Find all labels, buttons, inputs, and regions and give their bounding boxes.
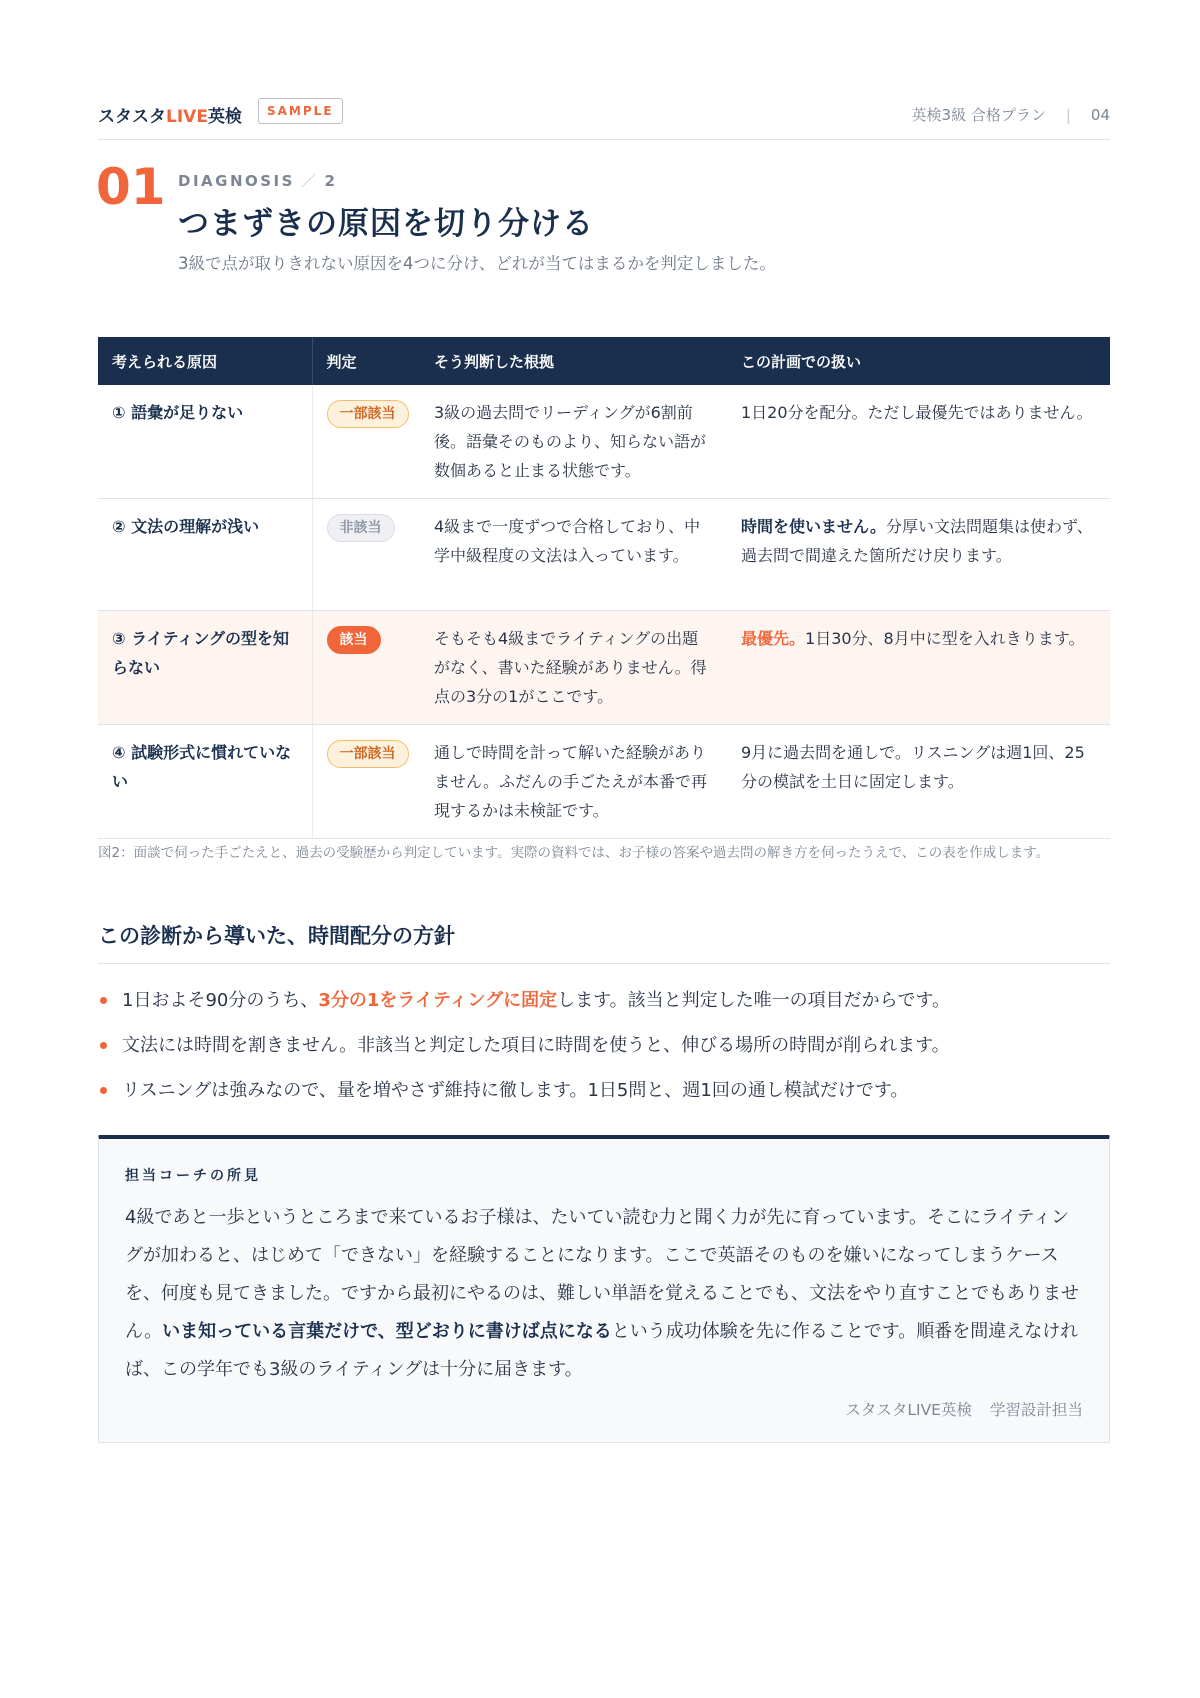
reason-cell: 3級の過去問でリーディングが6割前後。語彙そのものより、知らない語が数個あると止まる状態です。: [420, 385, 727, 499]
section-lead: 3級で点が取りきれない原因を4つに分け、どれが当てはまるかを判定しました。: [178, 254, 776, 273]
reason-cell: 通しで時間を計って解いた経験がありません。ふだんの手ごたえが本番で再現するかは未検証です。: [420, 725, 727, 839]
column-header-cause: 考えられる原因: [98, 337, 312, 385]
verdict-cell: [312, 385, 420, 499]
bullet-dot-icon: [100, 1042, 107, 1049]
cause-cell: ③ ライティングの型を知らない: [98, 611, 312, 725]
cause-cell: ④ 試験形式に慣れていない: [98, 725, 312, 839]
table-caption: 図2：面談で伺った手ごたえと、過去の受験歴から判定しています。実際の資料では、お子様の答案や過去問の解き方を伺ったうえで、この表を作成します。: [98, 845, 1050, 861]
verdict-cell: [312, 499, 420, 611]
column-header-plan: この計画での扱い: [727, 337, 1110, 385]
verdict-badge-partial: 一部該当: [327, 400, 409, 428]
plan-lead: 最優先。: [741, 629, 806, 648]
bullet-dot-icon: [100, 1087, 107, 1094]
plan-cell: 最優先。1日30分、8月中に型を入れきります。: [727, 611, 1110, 725]
coach-note-box: [98, 1135, 1110, 1443]
table-row: [98, 725, 1110, 839]
reason-cell: 4級まで一度ずつで合格しており、中学中級程度の文法は入っています。: [420, 499, 727, 611]
column-header-reason: そう判断した根拠: [420, 337, 727, 385]
document-meta: [912, 104, 1110, 125]
bullet-dot-icon: [100, 997, 107, 1004]
coach-note-label: 担当コーチの所見: [125, 1168, 261, 1184]
emphasis: いま知っている言葉だけで、型どおりに書けば点になる: [162, 1321, 612, 1342]
coach-note-body: 4級であと一歩というところまで来ているお子様は、たいてい読む力と聞く力が先に育っています。そこにライティングが加わると、はじめて「できない」を経験することになります。ここで英語そのものを嫌いになってしまうケースを、何度も見てきました。ですから最初にやるのは、難しい単語を覚えることでも、文法をやり直すことでもありません。いま知っている言葉だけで、型どおりに書けば点になるという成功体験を先に作ることです。順番を間違えなければ、この学年でも3級のライティングは十分に届きます。: [125, 1207, 1079, 1380]
sample-badge: SAMPLE: [258, 98, 343, 124]
list-item: 文法には時間を割きません。非該当と判定した項目に時間を使うと、伸びる場所の時間が削られます。: [98, 1023, 1110, 1068]
coach-signature: スタスタLIVE英検 学習設計担当: [845, 1401, 1083, 1419]
verdict-cell: [312, 725, 420, 839]
verdict-badge-partial: 一部該当: [327, 740, 409, 768]
page-header: [98, 98, 1110, 140]
cause-cell: ② 文法の理解が浅い: [98, 499, 312, 611]
plan-cell: 9月に過去問を通しで。リスニングは週1回、25分の模試を土日に固定します。: [727, 725, 1110, 839]
verdict-badge-no: 非該当: [327, 514, 395, 542]
section-title: つまずきの原因を切り分ける: [178, 206, 594, 242]
list-item: 1日およそ90分のうち、3分の1をライティングに固定します。該当と判定した唯一の項目だからです。: [98, 978, 1110, 1023]
emphasis: 3分の1をライティングに固定: [318, 990, 558, 1011]
verdict-cell: [312, 611, 420, 725]
plan-lead: 時間を使いません。: [741, 517, 886, 536]
brand-logo: スタスタLIVE英検: [98, 107, 242, 127]
table-row: [98, 499, 1110, 611]
policy-list: [98, 978, 1110, 1113]
column-header-verdict: 判定: [312, 337, 420, 385]
cause-cell: ① 語彙が足りない: [98, 385, 312, 499]
verdict-badge-yes: 該当: [327, 626, 381, 654]
plan-cell: 1日20分を配分。ただし最優先ではありません。: [727, 385, 1110, 499]
policy-heading: この診断から導いた、時間配分の方針: [98, 920, 1110, 964]
reason-cell: そもそも4級までライティングの出題がなく、書いた経験がありません。得点の3分の1がここです。: [420, 611, 727, 725]
header-separator: |: [1065, 106, 1071, 124]
table-row-highlighted: [98, 611, 1110, 725]
plan-cell: 時間を使いません。分厚い文法問題集は使わず、過去問で間違えた箇所だけ戻ります。: [727, 499, 1110, 611]
table-header-row: [98, 337, 1110, 385]
section-number: 01: [96, 158, 166, 216]
table-row: [98, 385, 1110, 499]
diagnosis-table: [98, 337, 1110, 839]
document-title: 英検3級 合格プラン: [911, 106, 1046, 124]
page-number: 04: [1090, 106, 1110, 124]
list-item: リスニングは強みなので、量を増やさず維持に徹します。1日5問と、週1回の通し模試だけです。: [98, 1068, 1110, 1113]
section-kicker: DIAGNOSIS ／ 2: [178, 172, 338, 190]
